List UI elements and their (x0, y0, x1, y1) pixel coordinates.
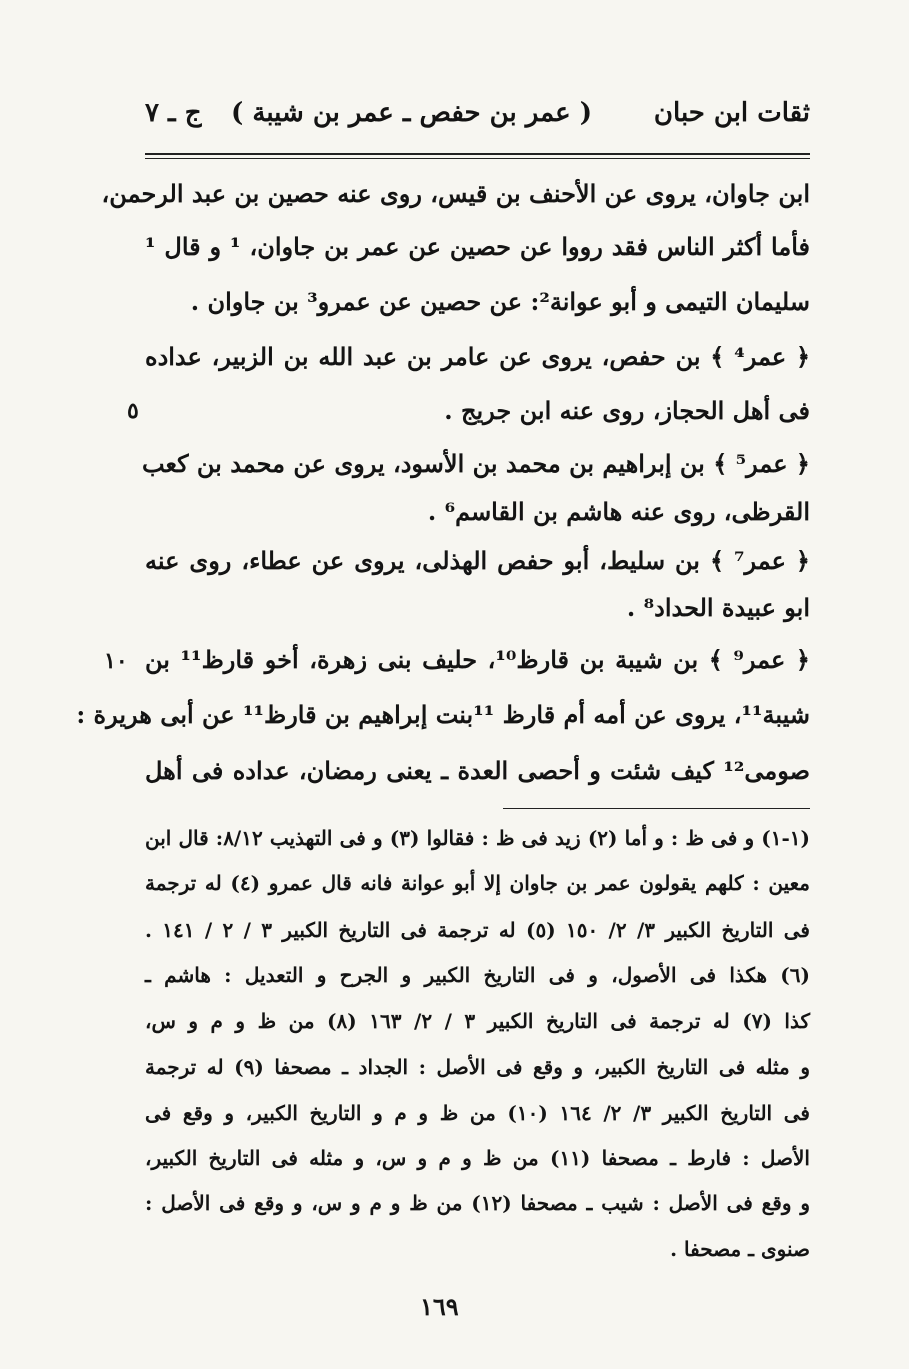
text-line: ﴿ عمر⁵ ﴾ بن إبراهيم بن محمد بن الأسود، يروى عن محمد بن كعب (141, 449, 810, 478)
header-rule-thick (145, 153, 810, 155)
footnote-line: كذا (٧) له ترجمة فى التاريخ الكبير ٣ / ٢/ ١٦٣ (٨) من ظ و م و س، (145, 1009, 810, 1033)
header-section-title: ( عمر بن حفص ـ عمر بن شيبة ) (231, 98, 592, 128)
line-number-10: ١٠ (104, 648, 128, 674)
page-number: ١٦٩ (420, 1292, 459, 1321)
footnote-line: فى التاريخ الكبير ٣/ ٢/ ١٥٠ (٥) له ترجمة فى التاريخ الكبير ٣ / ٢ / ١٤١ . (145, 918, 810, 942)
footnote-line: و مثله فى التاريخ الكبير، و وقع فى الأصل : الجداد ـ مصحفا (٩) له ترجمة (145, 1055, 810, 1079)
text-line: ابن جاوان، يروى عن الأحنف بن قيس، روى عنه حصين بن عبد الرحمن، (101, 179, 810, 208)
text-line: القرظى، روى عنه هاشم بن القاسم⁶ . (427, 497, 810, 526)
footnote-line: (٦) هكذا فى الأصول، و فى التاريخ الكبير و الجرح و التعديل : هاشم ـ (145, 963, 810, 987)
text-line: ﴿ عمر⁹ ﴾ بن شيبة بن قارظ¹⁰، حليف بنى زهرة، أخو قارظ¹¹ بن (145, 645, 810, 674)
line-number-5: ٥ (127, 398, 139, 424)
text-line: صومى¹² كيف شئت و أحصى العدة ـ يعنى رمضان، عداده فى أهل (145, 756, 811, 785)
footnote-line: (١-١) و فى ظ : و أما (٢) زيد فى ظ : فقالوا (٣) و فى التهذيب ٨/١٢: قال ابن (145, 826, 810, 850)
text-line: ﴿ عمر⁷ ﴾ بن سليط، أبو حفص الهذلى، يروى عن عطاء، روى عنه (145, 546, 810, 575)
text-line: فى أهل الحجاز، روى عنه ابن جريج . (444, 396, 810, 425)
text-line: فأما أكثر الناس فقد رووا عن حصين عن عمر بن جاوان، ¹ و قال ¹ (145, 232, 810, 261)
footnote-line: الأصل : فارط ـ مصحفا (١١) من ظ و م و س، و مثله فى التاريخ الكبير، (145, 1146, 810, 1170)
text-line: شيبة¹¹، يروى عن أمه أم قارظ ¹¹بنت إبراهيم بن قارظ¹¹ عن أبى هريرة : (76, 700, 810, 729)
footnote-rule (503, 808, 810, 809)
footnote-line: و وقع فى الأصل : شيب ـ مصحفا (١٢) من ظ و م و س، و وقع فى الأصل : (145, 1191, 810, 1215)
header-rule-thin (145, 158, 810, 159)
header-volume: ج ـ ٧ (145, 98, 202, 128)
footnote-line: صنوى ـ مصحفا . (670, 1237, 810, 1261)
footnote-line: معين : كلهم يقولون عمر بن جاوان إلا أبو عوانة فانه قال عمرو (٤) له ترجمة (145, 871, 810, 895)
running-header (145, 98, 810, 146)
footnote-line: فى التاريخ الكبير ٣/ ٢/ ١٦٤ (١٠) من ظ و م و التاريخ الكبير، و وقع فى (145, 1101, 810, 1125)
text-line: ابو عبيدة الحداد⁸ . (626, 593, 810, 622)
header-book-title: ثقات ابن حبان (653, 98, 810, 128)
text-line: ﴿ عمر⁴ ﴾ بن حفص، يروى عن عامر بن عبد الله بن الزبير، عداده (145, 342, 811, 371)
text-line: سليمان التيمى و أبو عوانة²: عن حصين عن عمرو³ بن جاوان . (190, 287, 810, 316)
